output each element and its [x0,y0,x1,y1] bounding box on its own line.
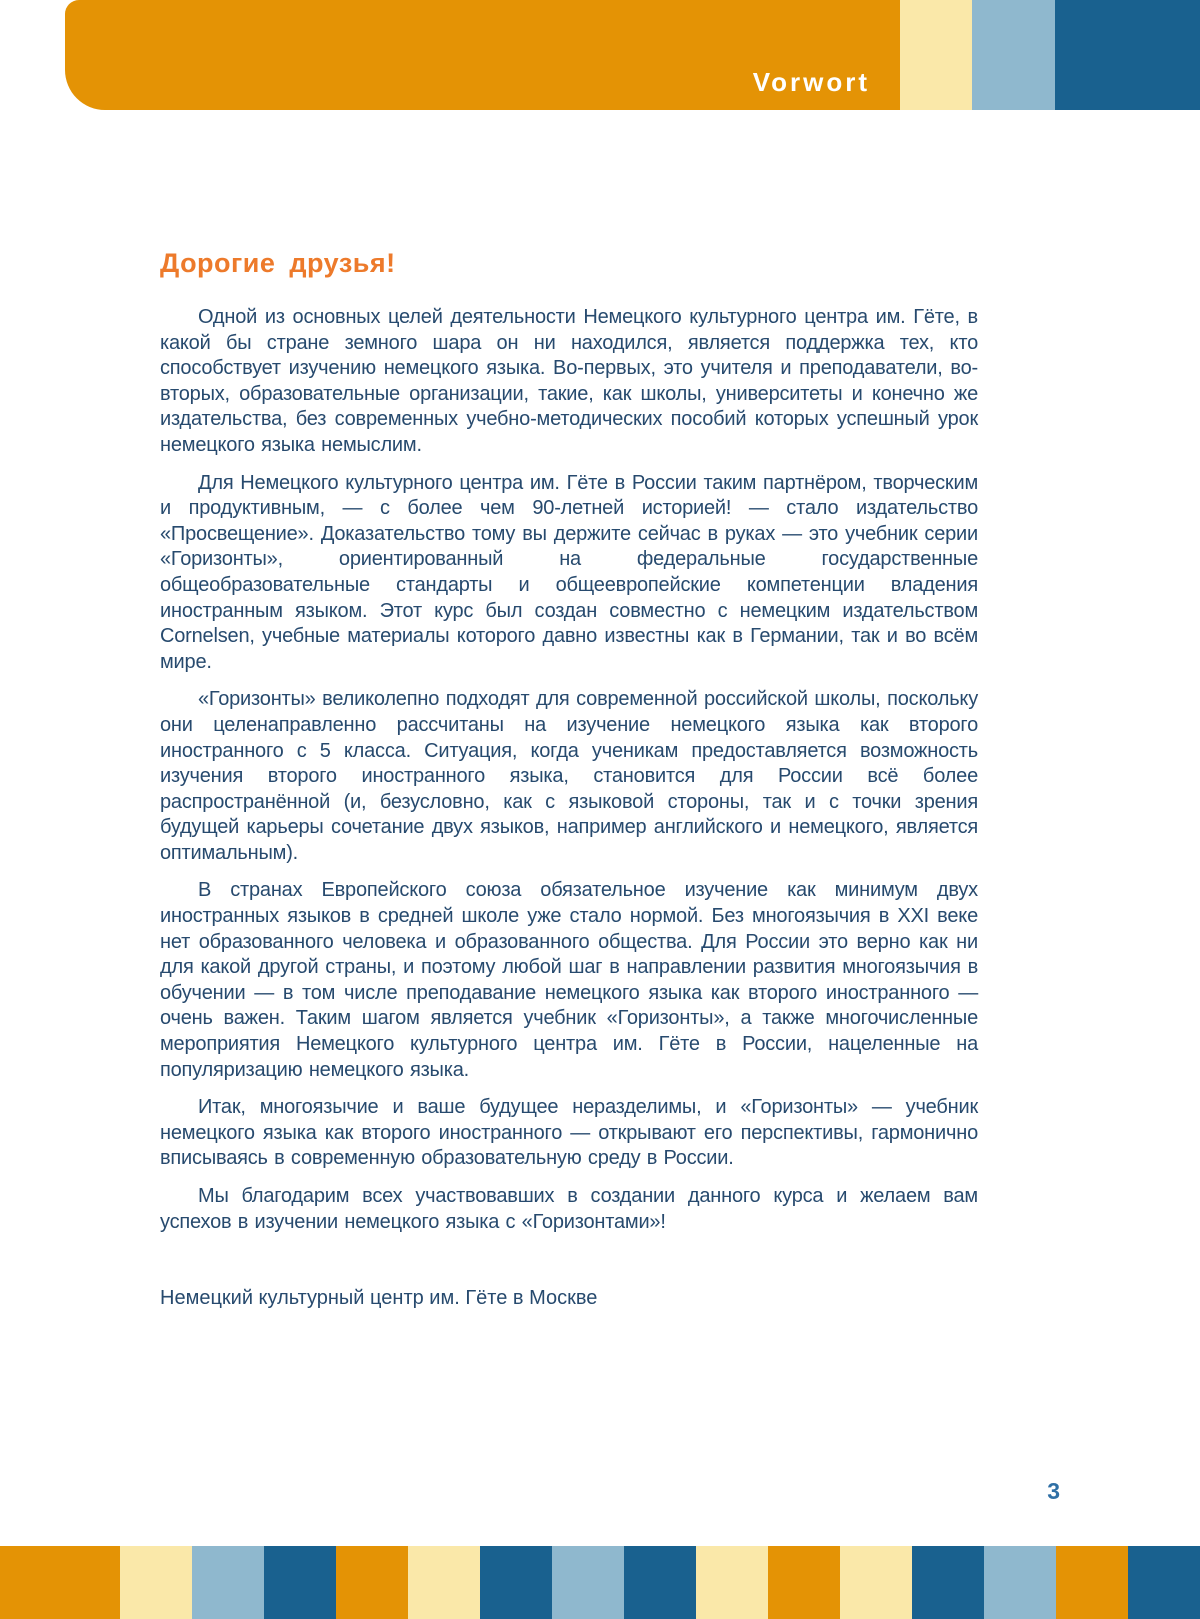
foreword-paragraph-1: Одной из основных целей деятельности Немецкого культурного центра им. Гёте, в какой бы стране земного шара он ни находился, является поддержка тех, кто способствует изучению немецкого языка. Во-первых, это учителя и преподаватели, во-вторых, образовательные организации, такие, как школы, университеты и конечно же издательства, без современных учебно-методических пособий которых успешный урок немецкого языка немыслим. [160,306,978,456]
foreword-paragraph-4: В странах Европейского союза обязательное изучение как минимум двух иностранных языков в средней школе уже стало нормой. Без многоязычия в XXI веке нет образованного человека и образованного общества. Для России это верно как ни для какой другой страны, и поэтому любой шаг в направлении развития многоязычия в обучении — в том числе преподавание немецкого языка как второго иностранного — очень важен. Таким шагом является учебник «Горизонты», а также многочисленные мероприятия Немецкого культурного центра им. Гёте в России, нацеленные на популяризацию немецкого языка. [160,879,978,1081]
footer-stripe-cream [696,1546,768,1619]
footer-stripe-orange [1056,1546,1128,1619]
footer-stripe-dark_blue [264,1546,336,1619]
page-title: Дорогие друзья! [160,248,396,278]
signature-line: Немецкий культурный центр им. Гёте в Москве [160,1287,598,1310]
header-orange-bar [65,0,900,110]
header-band [0,0,1200,110]
header-block-lightblue [972,0,1055,110]
foreword-content [160,248,978,1311]
footer-stripe-light_blue [192,1546,264,1619]
foreword-paragraph-5: Итак, многоязычие и ваше будущее неразделимы, и «Горизонты» — учебник немецкого языка как второго иностранного — открывают его перспективы, гармонично вписываясь в современную образовательную среду в России. [160,1096,978,1170]
footer-stripe-orange [336,1546,408,1619]
footer-stripe-light_blue [984,1546,1056,1619]
foreword-paragraph-2: Для Немецкого культурного центра им. Гёте в России таким партнёром, творческим и продуктивным, — с более чем 90-летней историей! — стало издательство «Просвещение». Доказательство тому вы держите сейчас в руках — это учебник серии «Горизонты», ориентированный на федеральные государственные общеобразовательные стандарты и общеевропейские компетенции владения иностранным языком. Этот курс был создан совместно с немецким издательством Cornelsen, учебные материалы которого давно известны как в Германии, так и во всём мире. [160,471,978,673]
foreword-paragraph-3: «Горизонты» великолепно подходят для современной российской школы, поскольку они целенаправленно рассчитаны на изучение немецкого языка как второго иностранного с 5 класса. Ситуация, когда ученикам предоставляется возможность изучения второго иностранного языка, становится для России всё более распространённой (и, безусловно, как с языковой стороны, так и с точки зрения будущей карьеры сочетание двух языков, например английского и немецкого, является оптимальным). [160,688,978,864]
footer-stripe-dark_blue [480,1546,552,1619]
footer-stripe-light_blue [552,1546,624,1619]
footer-stripe-cream [120,1546,192,1619]
header-block-cream [900,0,972,110]
footer-stripe-dark_blue [624,1546,696,1619]
chapter-title: Vorwort [752,67,870,97]
header-block-darkblue [1055,0,1200,110]
footer-stripe-orange [768,1546,840,1619]
page-number: 3 [1047,1478,1060,1504]
footer-stripe-cream [408,1546,480,1619]
footer-stripe-dark_blue [912,1546,984,1619]
footer-stripe-cream [840,1546,912,1619]
footer-stripe-dark_blue [1128,1546,1200,1619]
footer-stripe-row [0,1546,1200,1619]
footer-stripe-orange [0,1546,120,1619]
foreword-paragraph-6: Мы благодарим всех участвовавших в создании данного курса и желаем вам успехов в изучении немецкого языка с «Горизонтами»! [160,1185,978,1233]
